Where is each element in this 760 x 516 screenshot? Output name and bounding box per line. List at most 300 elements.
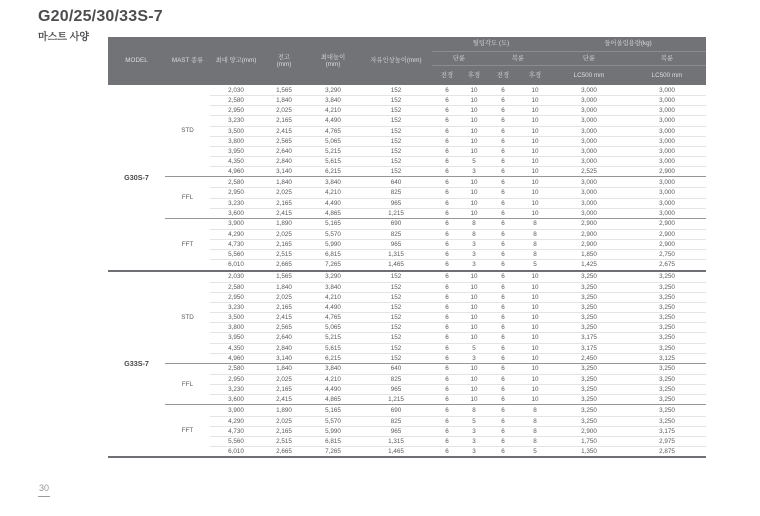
table-cell: 6: [445, 107, 449, 115]
table-cell: 6: [501, 293, 505, 301]
table-row: [210, 384, 706, 394]
table-cell: 2,565: [276, 137, 292, 145]
table-cell: 2,950: [228, 376, 244, 383]
table-row: [210, 322, 706, 332]
table-cell: 3: [472, 447, 476, 455]
table-cell: 2,165: [276, 117, 292, 125]
table-cell: 3,000: [581, 117, 597, 125]
header-extended-height-line1: 최대높이: [320, 53, 346, 61]
table-cell: 6: [445, 117, 449, 125]
table-cell: 2,900: [581, 427, 597, 435]
table-cell: 5,165: [325, 220, 341, 228]
table-cell: 5: [472, 417, 476, 425]
table-row: [210, 177, 706, 187]
table-cell: 10: [470, 314, 478, 322]
table-cell: 2,875: [659, 447, 675, 455]
table-cell: 3,950: [228, 147, 244, 155]
table-cell: 3,250: [659, 376, 675, 383]
table-cell: 6: [445, 334, 449, 342]
table-row: [210, 126, 706, 136]
table-cell: 2,415: [276, 127, 292, 135]
table-cell: 8: [533, 220, 537, 228]
table-cell: 1,315: [388, 437, 404, 445]
table-cell: 6: [445, 324, 449, 332]
table-cell: 2,415: [276, 314, 292, 322]
mast-block: [165, 218, 706, 270]
table-cell: 6: [501, 417, 505, 425]
table-cell: 5,065: [325, 324, 341, 332]
table-cell: 5,215: [325, 147, 341, 155]
table-cell: 6: [501, 168, 505, 176]
table-cell: 3,840: [325, 365, 341, 373]
table-cell: 3,000: [581, 127, 597, 135]
table-cell: 152: [390, 304, 402, 312]
table-cell: 3,250: [659, 324, 675, 332]
table-cell: 3,250: [659, 365, 675, 373]
table-cell: 3,000: [659, 107, 675, 115]
table-cell: 5,570: [325, 231, 341, 239]
header-backward-single: 후경: [467, 71, 481, 79]
table-cell: 10: [531, 86, 539, 94]
table-cell: 3,840: [325, 283, 341, 291]
table-cell: 3,250: [581, 386, 597, 394]
table-cell: 3,600: [228, 209, 244, 217]
table-row: [210, 249, 706, 259]
page-title: G20/25/30/33S-7: [38, 8, 163, 25]
table-cell: 2,900: [659, 241, 675, 249]
table-cell: 2,640: [276, 334, 292, 342]
table-cell: 6: [501, 220, 505, 228]
table-cell: 3,000: [581, 199, 597, 207]
table-row: [210, 302, 706, 312]
table-cell: 2,840: [276, 344, 292, 352]
table-cell: 10: [531, 147, 539, 155]
header-forward-double: 전경: [496, 71, 510, 79]
table-cell: 6: [445, 344, 449, 352]
table-cell: 1,850: [581, 251, 597, 259]
table-cell: 690: [390, 220, 402, 228]
table-cell: 1,215: [388, 209, 404, 217]
table-cell: 3,250: [659, 304, 675, 312]
table-cell: 2,640: [276, 147, 292, 155]
header-extended-height: [306, 37, 360, 85]
table-cell: 2,415: [276, 396, 292, 404]
table-cell: 2,900: [581, 241, 597, 249]
table-cell: 3,000: [581, 137, 597, 145]
table-cell: 3,000: [659, 97, 675, 105]
table-cell: 3,900: [228, 406, 244, 414]
table-cell: 6: [445, 437, 449, 445]
table-cell: 1,750: [581, 437, 597, 445]
table-row: [210, 343, 706, 353]
table-cell: 10: [531, 365, 539, 373]
table-cell: 2,580: [228, 283, 244, 291]
mast-rows: [210, 177, 706, 218]
table-cell: 152: [390, 273, 402, 281]
table-cell: 3,000: [659, 178, 675, 186]
table-cell: 5,560: [228, 251, 244, 259]
table-cell: 3,250: [659, 334, 675, 342]
mast-block: [165, 272, 706, 363]
table-cell: 6: [445, 293, 449, 301]
table-cell: 3,250: [581, 293, 597, 301]
table-row: [210, 166, 706, 176]
table-cell: 152: [390, 324, 402, 332]
table-cell: 3,000: [659, 147, 675, 155]
table-cell: 6: [445, 261, 449, 269]
table-cell: 5,560: [228, 437, 244, 445]
table-cell: 4,350: [228, 158, 244, 166]
table-cell: 6: [445, 447, 449, 455]
table-cell: 2,030: [228, 86, 244, 94]
table-cell: 4,960: [228, 354, 244, 362]
table-cell: 6: [501, 396, 505, 404]
table-cell: 10: [531, 199, 539, 207]
table-cell: 10: [531, 127, 539, 135]
table-row: [210, 85, 706, 95]
table-cell: 6: [501, 427, 505, 435]
header-tilt-angle-group: 틸팅각도 (도): [432, 37, 550, 52]
table-cell: 2,975: [659, 437, 675, 445]
table-cell: 10: [470, 107, 478, 115]
table-row: [210, 394, 706, 404]
table-cell: 6: [501, 189, 505, 197]
table-cell: 6,010: [228, 261, 244, 269]
table-cell: 2,950: [228, 293, 244, 301]
table-cell: 3,250: [581, 283, 597, 291]
table-cell: 6: [445, 137, 449, 145]
table-cell: 6: [501, 117, 505, 125]
table-cell: 825: [390, 231, 402, 239]
table-cell: 8: [533, 231, 537, 239]
mast-spec-table: [108, 37, 706, 458]
mast-block: [165, 176, 706, 218]
table-cell: 2,025: [276, 189, 292, 197]
table-cell: 10: [470, 376, 478, 383]
table-cell: 6: [445, 209, 449, 217]
table-cell: 10: [531, 376, 539, 383]
table-cell: 10: [470, 189, 478, 197]
table-cell: 10: [470, 117, 478, 125]
table-cell: 3,250: [659, 386, 675, 394]
table-cell: 3,840: [325, 97, 341, 105]
table-cell: 2,450: [581, 354, 597, 362]
table-cell: 3,600: [228, 396, 244, 404]
table-cell: 2,950: [228, 189, 244, 197]
table-cell: 640: [390, 178, 402, 186]
table-cell: 2,025: [276, 231, 292, 239]
table-cell: 3,230: [228, 304, 244, 312]
table-cell: 3,900: [228, 220, 244, 228]
table-cell: 6: [501, 147, 505, 155]
table-cell: 3,250: [659, 314, 675, 322]
mast-type-label: FFT: [181, 240, 194, 248]
header-tilt-double-tire: 복륜: [486, 52, 550, 66]
table-cell: 2,515: [276, 437, 292, 445]
table-row: [210, 208, 706, 218]
table-cell: 6: [445, 97, 449, 105]
table-cell: 8: [533, 406, 537, 414]
header-model: MODEL: [125, 57, 148, 65]
mast-block: [165, 85, 706, 176]
table-cell: 2,950: [228, 107, 244, 115]
header-backward-double: 후경: [528, 71, 542, 79]
table-cell: 965: [390, 241, 402, 249]
table-cell: 6: [501, 354, 505, 362]
header-free-lift: 자유인상높이(mm): [370, 57, 422, 65]
table-cell: 4,960: [228, 168, 244, 176]
table-cell: 3,950: [228, 334, 244, 342]
table-cell: 3: [472, 241, 476, 249]
table-cell: 4,490: [325, 304, 341, 312]
table-cell: 10: [470, 86, 478, 94]
table-cell: 10: [531, 314, 539, 322]
table-cell: 4,765: [325, 127, 341, 135]
header-extended-height-line2: (mm): [325, 61, 341, 68]
table-cell: 1,315: [388, 251, 404, 259]
table-row: [210, 282, 706, 292]
table-cell: 4,865: [325, 396, 341, 404]
table-row: [210, 115, 706, 125]
table-cell: 5,215: [325, 334, 341, 342]
table-cell: 3,250: [581, 324, 597, 332]
table-cell: 3,230: [228, 386, 244, 394]
table-cell: 6: [501, 107, 505, 115]
table-cell: 6: [501, 251, 505, 259]
table-cell: 10: [470, 273, 478, 281]
table-row: [210, 272, 706, 282]
table-header: [108, 37, 706, 85]
table-cell: 10: [531, 168, 539, 176]
table-cell: 3,000: [659, 158, 675, 166]
table-row: [210, 239, 706, 249]
table-cell: 10: [470, 178, 478, 186]
table-cell: 1,465: [388, 447, 404, 455]
table-cell: 4,210: [325, 189, 341, 197]
table-cell: 6: [501, 199, 505, 207]
table-cell: 3,500: [228, 127, 244, 135]
mast-type-label: STD: [181, 313, 194, 321]
table-cell: 6: [445, 158, 449, 166]
table-cell: 6,010: [228, 447, 244, 455]
table-cell: 6: [445, 273, 449, 281]
table-cell: 965: [390, 386, 402, 394]
table-cell: 6: [501, 137, 505, 145]
table-cell: 825: [390, 417, 402, 425]
table-cell: 8: [533, 427, 537, 435]
table-row: [210, 353, 706, 363]
table-cell: 6: [445, 241, 449, 249]
table-row: [210, 405, 706, 415]
table-cell: 2,025: [276, 417, 292, 425]
table-cell: 5,570: [325, 417, 341, 425]
table-cell: 7,265: [325, 261, 341, 269]
table-cell: 4,290: [228, 231, 244, 239]
header-capacity-single-tire: 단륜: [550, 52, 628, 66]
header-max-lift-height: 최대 양고(mm): [215, 57, 257, 65]
table-cell: 152: [390, 97, 402, 105]
table-cell: 3,000: [659, 199, 675, 207]
table-cell: 6: [501, 344, 505, 352]
header-forward-single: 전경: [440, 71, 454, 79]
table-cell: 1,215: [388, 396, 404, 404]
table-cell: 4,730: [228, 427, 244, 435]
table-cell: 10: [531, 97, 539, 105]
table-cell: 152: [390, 283, 402, 291]
table-row: [210, 105, 706, 115]
table-cell: 4,490: [325, 117, 341, 125]
table-cell: 3,290: [325, 273, 341, 281]
table-cell: 10: [531, 189, 539, 197]
header-capacity-group: 들어올림용량(kg): [550, 37, 706, 52]
table-cell: 152: [390, 86, 402, 94]
model-body: [165, 85, 706, 270]
table-cell: 6: [445, 354, 449, 362]
table-cell: 6: [501, 324, 505, 332]
model-block: [108, 270, 706, 457]
table-cell: 3: [472, 354, 476, 362]
table-cell: 3,000: [581, 189, 597, 197]
table-cell: 4,350: [228, 344, 244, 352]
page-number: 30: [38, 483, 50, 497]
table-cell: 10: [470, 334, 478, 342]
table-cell: 1,840: [276, 178, 292, 186]
table-cell: 6: [501, 97, 505, 105]
table-cell: 6: [501, 231, 505, 239]
table-cell: 10: [470, 97, 478, 105]
header-lc500-double: LC500 mm: [651, 71, 683, 79]
table-cell: 3,250: [659, 344, 675, 352]
table-cell: 6,215: [325, 168, 341, 176]
table-cell: 3,000: [581, 178, 597, 186]
table-cell: 10: [531, 324, 539, 332]
table-cell: 2,525: [581, 168, 597, 176]
table-cell: 152: [390, 158, 402, 166]
table-cell: 965: [390, 199, 402, 207]
header-tilt-single-tire: 단륜: [432, 52, 486, 66]
table-cell: 3,250: [659, 406, 675, 414]
table-cell: 10: [531, 137, 539, 145]
table-row: [210, 312, 706, 322]
table-cell: 6: [501, 447, 505, 455]
table-cell: 2,030: [228, 273, 244, 281]
table-cell: 3,250: [581, 396, 597, 404]
table-cell: 6: [445, 314, 449, 322]
table-cell: 10: [531, 117, 539, 125]
table-cell: 3,290: [325, 86, 341, 94]
table-cell: 3,175: [659, 427, 675, 435]
table-cell: 8: [533, 251, 537, 259]
mast-type-label: FFL: [181, 380, 194, 388]
table-cell: 2,165: [276, 199, 292, 207]
table-cell: 2,165: [276, 386, 292, 394]
mast-rows: [210, 272, 706, 363]
table-cell: 3,250: [659, 396, 675, 404]
table-cell: 10: [470, 293, 478, 301]
table-cell: 10: [531, 283, 539, 291]
table-cell: 4,210: [325, 107, 341, 115]
table-row: [210, 292, 706, 302]
table-cell: 3,175: [581, 334, 597, 342]
table-cell: 4,865: [325, 209, 341, 217]
section-subtitle: 마스트 사양: [38, 32, 90, 43]
model-name: G30S-7: [124, 172, 149, 182]
table-cell: 6: [445, 168, 449, 176]
table-body: [108, 85, 706, 458]
table-cell: 3,250: [659, 273, 675, 281]
table-cell: 3,800: [228, 324, 244, 332]
table-cell: 3,230: [228, 199, 244, 207]
table-cell: 4,290: [228, 417, 244, 425]
table-row: [210, 364, 706, 374]
table-cell: 5,990: [325, 427, 341, 435]
table-cell: 6: [445, 178, 449, 186]
table-cell: 10: [531, 304, 539, 312]
table-cell: 3: [472, 261, 476, 269]
table-cell: 1,840: [276, 365, 292, 373]
table-row: [210, 426, 706, 436]
table-cell: 2,580: [228, 178, 244, 186]
table-cell: 6,215: [325, 354, 341, 362]
table-cell: 825: [390, 189, 402, 197]
table-cell: 3,250: [659, 417, 675, 425]
table-cell: 6: [501, 437, 505, 445]
table-cell: 6: [501, 261, 505, 269]
table-cell: 3,000: [581, 97, 597, 105]
table-cell: 2,900: [659, 220, 675, 228]
table-cell: 3,250: [581, 314, 597, 322]
table-cell: 10: [470, 304, 478, 312]
mast-block: [165, 363, 706, 405]
table-cell: 5,990: [325, 241, 341, 249]
table-cell: 3,840: [325, 178, 341, 186]
table-cell: 8: [472, 220, 476, 228]
mast-block: [165, 404, 706, 456]
table-cell: 6: [501, 209, 505, 217]
table-cell: 5,065: [325, 137, 341, 145]
table-cell: 2,025: [276, 107, 292, 115]
table-row: [210, 332, 706, 342]
table-cell: 2,900: [581, 220, 597, 228]
table-cell: 3,000: [581, 209, 597, 217]
header-overall-height-line2: (mm): [276, 61, 292, 68]
table-cell: 2,165: [276, 241, 292, 249]
table-cell: 10: [470, 283, 478, 291]
table-cell: 3,000: [659, 137, 675, 145]
table-cell: 6: [501, 314, 505, 322]
table-cell: 6: [445, 396, 449, 404]
table-cell: 10: [470, 386, 478, 394]
table-cell: 6: [501, 283, 505, 291]
table-cell: 6: [445, 220, 449, 228]
table-cell: 4,765: [325, 314, 341, 322]
table-cell: 3,000: [581, 107, 597, 115]
table-cell: 6: [501, 304, 505, 312]
table-cell: 6: [445, 427, 449, 435]
mast-type-label: STD: [181, 127, 194, 135]
table-row: [210, 259, 706, 269]
table-cell: 6: [445, 386, 449, 394]
table-cell: 10: [531, 273, 539, 281]
mast-rows: [210, 364, 706, 405]
table-cell: 10: [531, 354, 539, 362]
table-cell: 2,665: [276, 447, 292, 455]
table-row: [210, 187, 706, 197]
model-block: [108, 85, 706, 270]
table-cell: 3: [472, 437, 476, 445]
table-cell: 6: [445, 376, 449, 383]
table-cell: 2,840: [276, 158, 292, 166]
